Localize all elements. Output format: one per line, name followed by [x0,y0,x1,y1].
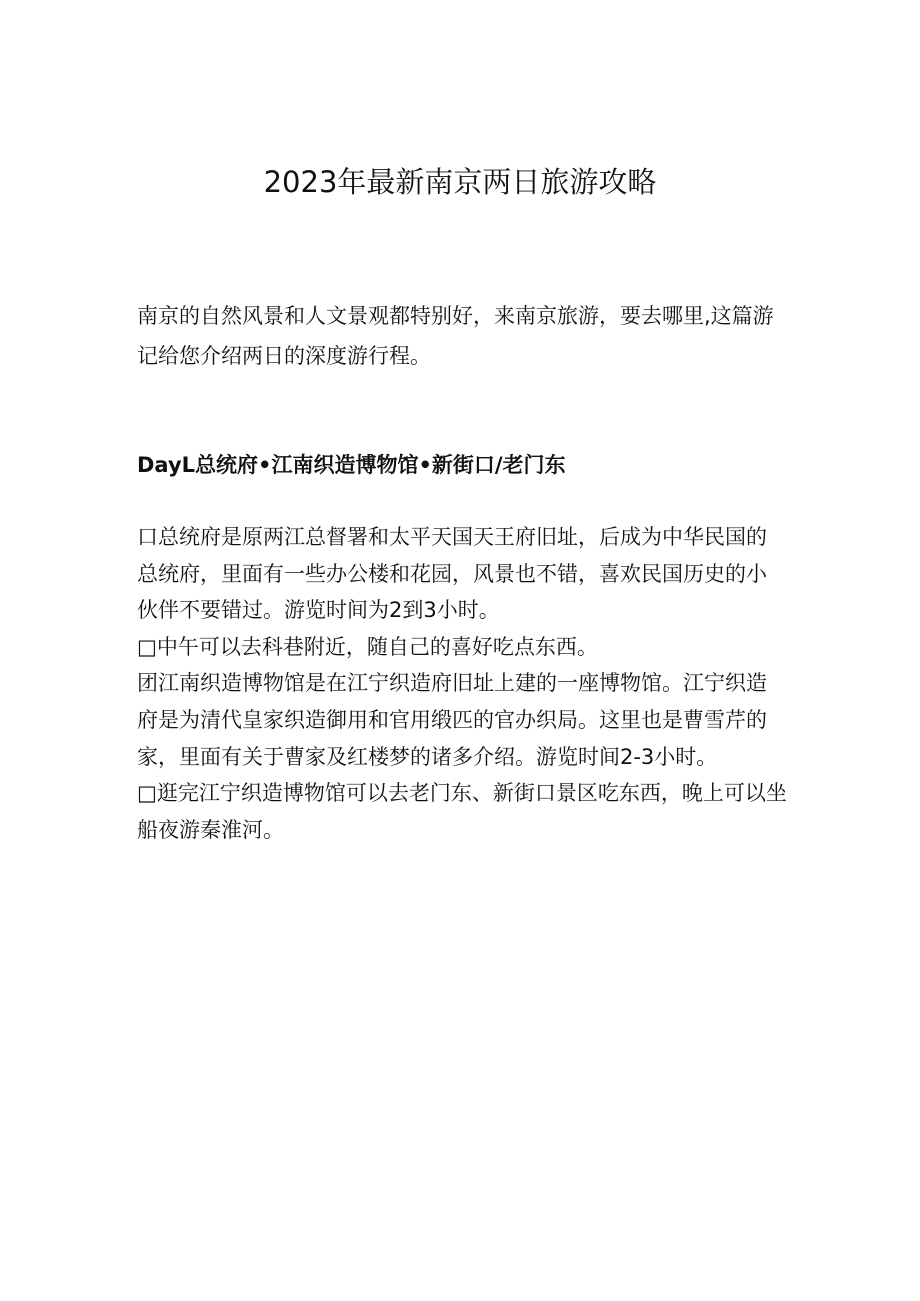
document-title: 2023年最新南京两日旅游攻略 [263,165,657,199]
intro-paragraph: 南京的自然风景和人文景观都特别好，来南京旅游，要去哪里,这篇游记给您介绍两日的深度游行程。 [137,304,774,368]
day1-content [137,519,787,848]
paragraph-brocade-museum: 团江南织造博物馆是在江宁织造府旧址上建的一座博物馆。江宁织造府是为清代皇家织造御用和官用缎匹的官办织局。这里也是曹雪芹的家，里面有关于曹家及红楼梦的诸多介绍。游览时间2-3小时。 [137,671,767,769]
paragraph-presidential-palace: 口总统府是原两江总督署和太平天国天王府旧址，后成为中华民国的总统府，里面有一些办公楼和花园，风景也不错，喜欢民国历史的小伙伴不要错过。游览时间为2到3小时。 [137,525,767,623]
paragraph-lunch: □中午可以去科巷附近，随自己的喜好吃点东西。 [137,634,598,659]
paragraph-evening: □逛完江宁织造博物馆可以去老门东、新街口景区吃东西，晚上可以坐船夜游秦淮河。 [137,781,787,842]
day1-heading: DayL总统府•江南织造博物馆•新街口/老门东 [137,453,566,477]
